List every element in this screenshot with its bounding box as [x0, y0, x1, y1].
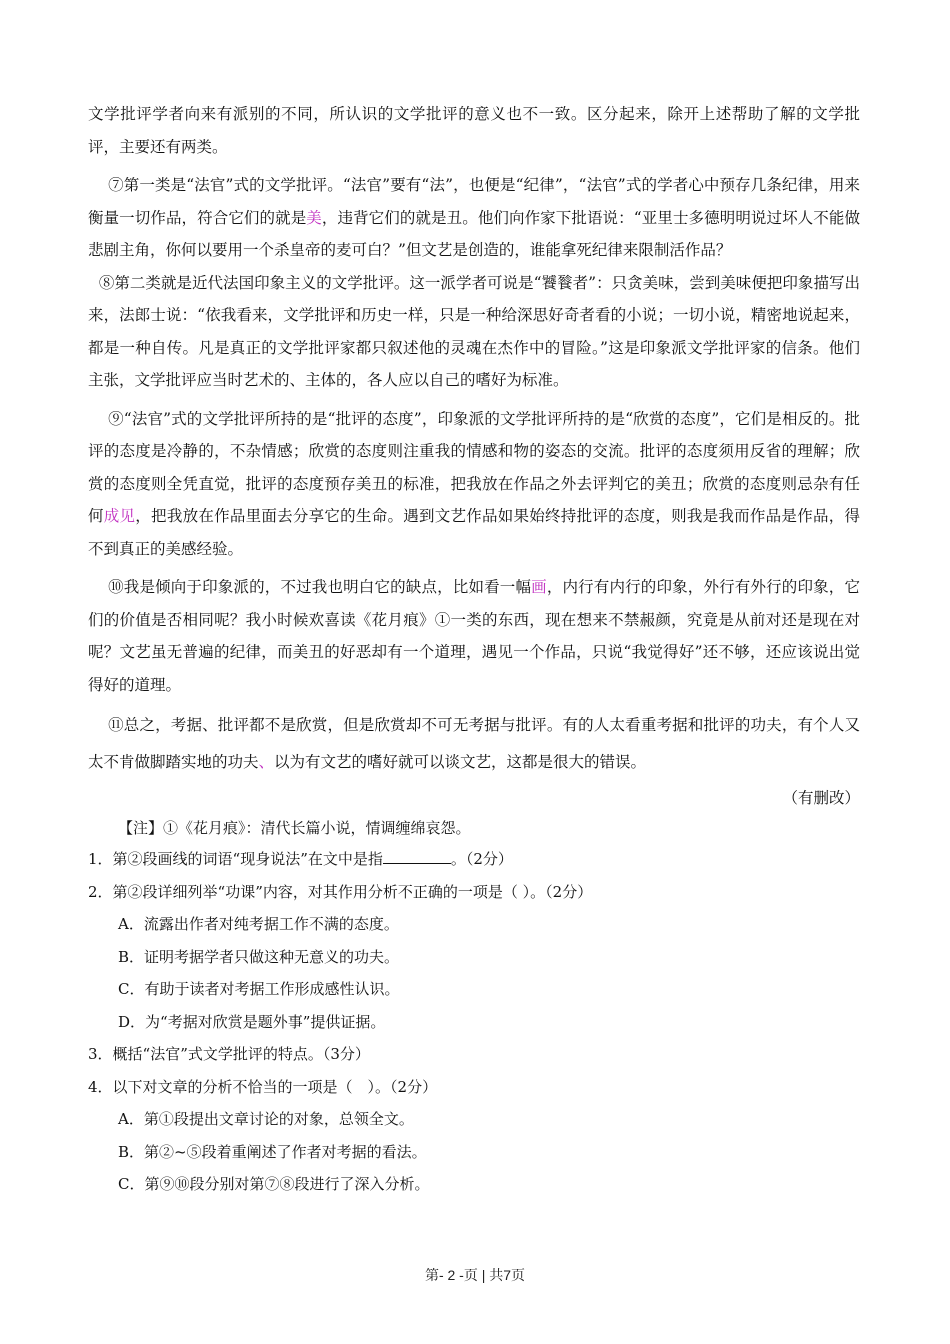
paragraph-intro: 文学批评学者向来有派别的不同，所认识的文学批评的意义也不一致。区分起来，除开上述帮助了解的文学批评，主要还有两类。 [88, 105, 860, 156]
annotation-note: 【注】①《花月痕》：清代长篇小说，情调缠绵哀怨。 [118, 819, 471, 837]
source-note: （有删改） [782, 789, 860, 807]
paragraph-7-highlight: 美 [306, 208, 322, 227]
paragraph-9-text-b: ，把我放在作品里面去分享它的生命。遇到文艺作品如果始终持批评的态度，则我是我而作品是作品，得不到真正的美感经验。 [88, 507, 860, 558]
paragraph-7-text-b: ，违背它们的就是丑。他们向作家下批语说：“亚里士多德明明说过坏人不能做悲剧主角，你何以要用一个杀皇帝的麦可白？”但文艺是创造的，谁能拿死纪律来限制活作品？ [88, 208, 860, 259]
question-3: 3．概括“法官”式文学批评的特点。（3分） [88, 1045, 370, 1063]
question-1-text: 1．第②段画线的词语“现身说法”在文中是指 [88, 850, 383, 868]
paragraph-10-text-a: ⑩我是倾向于印象派的，不过我也明白它的缺点，比如看一幅 [108, 578, 532, 596]
paragraph-11-text-a: ⑪总之，考据、批评都不是欣赏，但是欣赏却不可无考据与批评。有的人太看重考据和批评的功夫，有个人又太不肯做脚踏实地的功夫 [88, 716, 860, 771]
paragraph-9-highlight: 成见 [103, 507, 136, 525]
question-4-option-b: B．第②~⑤段着重阐述了作者对考据的看法。 [118, 1142, 427, 1161]
question-4-option-c: C．第⑨⑩段分别对第⑦⑧段进行了深入分析。 [118, 1175, 430, 1193]
paragraph-9 [88, 403, 860, 566]
paragraph-10-highlight: 画 [531, 578, 547, 596]
paragraph-11-text-b: 以为有文艺的嗜好就可以谈文艺，这都是很大的错误。 [274, 753, 647, 771]
question-4-option-a: A．第①段提出文章讨论的对象，总领全文。 [118, 1110, 414, 1128]
paragraph-10-text-b: ，内行有内行的印象，外行有外行的印象，它们的价值是否相同呢？我小时候欢喜读《花月痕》①一类的东西，现在想来不禁赧颜，究竟是从前对还是现在对呢？文艺虽无普遍的纪律，而美丑的好恶却有一个道理，遇见一个作品，只说“我觉得好”还不够，还应该说出觉得好的道理。 [88, 578, 860, 694]
question-2-option-c: C．有助于读者对考据工作形成感性认识。 [118, 980, 400, 998]
paragraph-10 [88, 571, 860, 701]
question-2-option-d: D．为“考据对欣赏是题外事”提供证据。 [118, 1012, 386, 1031]
paragraph-7-text-a: ⑦第一类是“法官”式的文学批评。“法官”要有“法”，也便是“纪律”，“法官”式的学者心中预存几条纪律，用来衡量一切作品，符合它们的就是 [88, 176, 860, 227]
paragraph-9-text-a: ⑨“法官”式的文学批评所持的是“批评的态度”，印象派的文学批评所持的是“欣赏的态度”，它们是相反的。批评的态度是冷静的，不杂情感；欣赏的态度则注重我的情感和物的姿态的交流。批评的态度须用反省的理解；欣赏的态度则全凭直觉，批评的态度预存美丑的标准，把我放在作品之外去评判它的美丑；欣赏的态度则忌杂有任何 [88, 409, 860, 525]
question-1-score: 。（2分） [450, 850, 513, 868]
paragraph-11-highlight: 、 [258, 753, 275, 771]
paragraph-11 [88, 707, 860, 781]
page-footer: 第- 2 -页 | 共7页 [424, 1267, 526, 1283]
answer-blank[interactable] [383, 849, 451, 864]
question-2: 2．第②段详细列举“功课”内容，对其作用分析不正确的一项是（ ）。（2分） [88, 882, 593, 901]
paragraph-8: ⑧第二类就是近代法国印象主义的文学批评。这一派学者可说是“饕餮者”：只贪美味，尝到美味便把印象描写出来，法郎士说：“依我看来，文学批评和历史一样，只是一种给深思好奇者看的小说；一切小说，精密地说起来，都是一种自传。凡是真正的文学批评家都只叙述他的灵魂在杰作中的冒险。”这是印象派文学批评家的信条。他们主张，文学批评应当时艺术的、主体的，各人应以自己的嗜好为标准。 [88, 273, 860, 389]
document-body [88, 98, 860, 1201]
question-2-option-a: A．流露出作者对纯考据工作不满的态度。 [118, 915, 399, 933]
question-4: 4．以下对文章的分析不恰当的一项是（ ）。（2分） [88, 1077, 438, 1096]
question-2-option-b: B．证明考据学者只做这种无意义的功夫。 [118, 947, 400, 966]
paragraph-7 [88, 169, 860, 267]
question-1 [88, 843, 860, 876]
